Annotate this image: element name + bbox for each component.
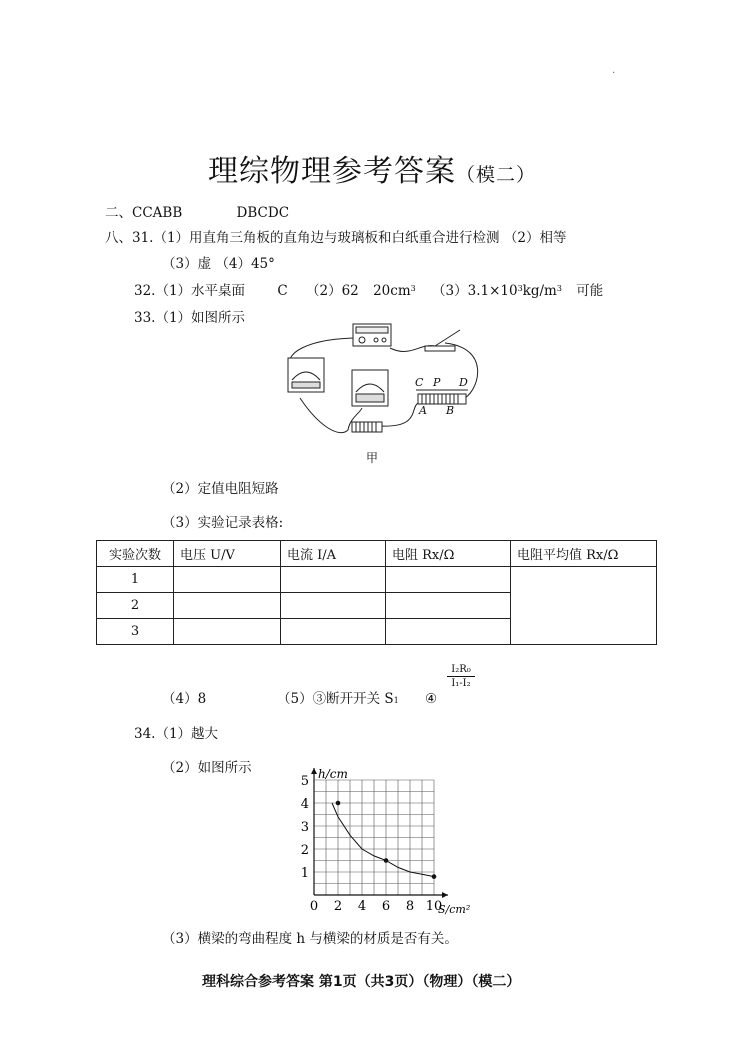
q32-c: C bbox=[277, 283, 288, 299]
table-cell: 1 bbox=[97, 567, 174, 593]
table-header-row bbox=[97, 541, 657, 567]
fraction-numerator: I₂R₀ bbox=[451, 664, 471, 675]
circuit-label-a: A bbox=[419, 404, 427, 417]
section2-label: 二、CCABB bbox=[105, 205, 183, 221]
x-tick-label: 8 bbox=[405, 899, 415, 914]
y-tick-label: 2 bbox=[300, 843, 309, 858]
section2-answers bbox=[105, 205, 289, 221]
title-suffix: （模二） bbox=[456, 164, 537, 186]
circuit-label-c: C bbox=[415, 376, 424, 389]
table-header: 实验次数 bbox=[97, 541, 174, 567]
q33-p2: （2）定值电阻短路 bbox=[162, 481, 279, 497]
y-tick-label: 5 bbox=[300, 774, 309, 789]
data-point bbox=[432, 874, 437, 879]
x-tick-label: 10 bbox=[425, 899, 443, 914]
q34-p2: （2）如图所示 bbox=[162, 760, 252, 776]
table-header: 电阻 Rx/Ω bbox=[386, 541, 511, 567]
page-title bbox=[208, 146, 536, 190]
data-point bbox=[384, 858, 389, 863]
table-header: 电压 U/V bbox=[174, 541, 281, 567]
q33-line1: 33.（1）如图所示 bbox=[134, 310, 246, 326]
y-axis-arrow bbox=[311, 768, 317, 774]
page-footer: 理科综合参考答案 第1页（共3页）（物理）（模二） bbox=[202, 974, 521, 990]
fitted-curve bbox=[332, 803, 434, 877]
y-tick-label: 1 bbox=[300, 866, 309, 881]
x-tick-label: 4 bbox=[357, 899, 367, 914]
circuit-wire bbox=[300, 398, 348, 433]
table-cell bbox=[386, 619, 511, 645]
table-cell bbox=[174, 619, 281, 645]
table-cell: 3 bbox=[97, 619, 174, 645]
x-tick-label: 0 bbox=[309, 899, 319, 914]
q33-p3: （3）实验记录表格: bbox=[162, 515, 284, 531]
x-tick-label: 6 bbox=[381, 899, 391, 914]
x-axis-arrow bbox=[442, 892, 448, 898]
circuit-label-b: B bbox=[446, 404, 455, 417]
y-tick-label: 4 bbox=[300, 797, 309, 812]
q34-line1: 34.（1）越大 bbox=[134, 726, 219, 742]
q33-p4: （4）8 bbox=[162, 691, 207, 707]
table-cell bbox=[174, 593, 281, 619]
q32-tail: 可能 bbox=[576, 283, 604, 299]
data-point bbox=[336, 801, 341, 806]
table-cell: 2 bbox=[97, 593, 174, 619]
x-axis-label: S/cm² bbox=[438, 903, 471, 916]
table-cell bbox=[281, 593, 386, 619]
q33-p5b: ④ bbox=[425, 691, 438, 707]
switch bbox=[425, 346, 455, 351]
q34-p3: （3）横梁的弯曲程度 h 与横梁的材质是否有关。 bbox=[162, 931, 458, 947]
figure-caption: 甲 bbox=[366, 451, 379, 465]
q32-line bbox=[134, 283, 603, 299]
q32-p2: （2）62 bbox=[306, 283, 359, 299]
circuit-label-p: P bbox=[433, 376, 441, 389]
table-cell bbox=[386, 567, 511, 593]
table-row bbox=[97, 567, 657, 593]
q32-p3: $(3)3.1\times 10^3kg/m^3$ bbox=[432, 283, 562, 299]
table-header: 电流 I/A bbox=[281, 541, 386, 567]
q32-vol: $20cm^3$ bbox=[373, 283, 416, 299]
x-tick-label: 2 bbox=[333, 899, 343, 914]
circuit-label-d: D bbox=[459, 376, 468, 389]
y-axis-label: h/cm bbox=[318, 767, 348, 781]
record-table bbox=[96, 540, 657, 645]
circuit-figure bbox=[270, 318, 500, 468]
corner-mark: · bbox=[612, 68, 616, 79]
table-cell bbox=[386, 593, 511, 619]
table-header: 电阻平均值 Rx/Ω bbox=[511, 541, 657, 567]
h-s-chart bbox=[290, 750, 480, 920]
title-main: 理综物理参考答案 bbox=[208, 154, 456, 189]
table-cell bbox=[281, 619, 386, 645]
answer-fraction bbox=[447, 664, 475, 689]
q32-prefix: 32.（1）水平桌面 bbox=[134, 283, 246, 299]
table-cell bbox=[281, 567, 386, 593]
y-tick-label: 3 bbox=[300, 820, 309, 835]
q31-line2: （3）虚 （4）45° bbox=[162, 256, 275, 272]
table-cell bbox=[174, 567, 281, 593]
q33-p5: （5）③断开开关 S1 bbox=[277, 691, 399, 707]
table-cell-average bbox=[511, 567, 657, 645]
fraction-denominator: I₁-I₂ bbox=[451, 678, 471, 689]
section2-rest: DBCDC bbox=[236, 205, 290, 221]
q31-line1: 八、31.（1）用直角三角板的直角边与玻璃板和白纸重合进行检测 （2）相等 bbox=[105, 230, 567, 246]
